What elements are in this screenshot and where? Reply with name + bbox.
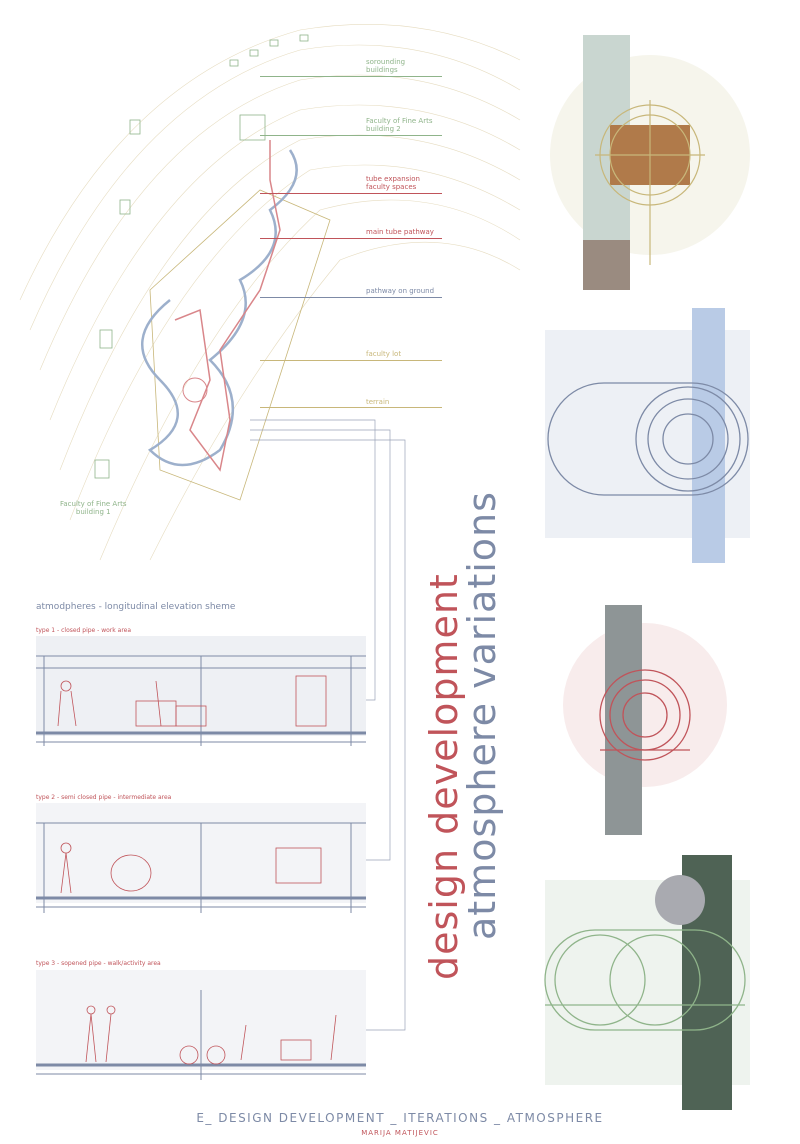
legend-pathway-ground: pathway on ground: [366, 287, 435, 295]
title-atmosphere-variations: atmosphere variations: [460, 491, 504, 940]
legend-faculty-lot: faculty lot: [366, 350, 402, 358]
building-1-label: Faculty of Fine Arts building 1: [60, 500, 127, 516]
elevation-type-3: [36, 970, 366, 1082]
legend-tube-expansion: tube expansion faculty spaces: [366, 175, 420, 191]
type-3-label: type 3 - sopened pipe - walk/activity area: [36, 960, 161, 967]
type-1-label: type 1 - closed pipe - work area: [36, 627, 132, 634]
legend-terrain: terrain: [366, 398, 390, 406]
footer-title: E_ DESIGN DEVELOPMENT _ ITERATIONS _ ATMOSPHERE: [196, 1111, 604, 1125]
footer-author: MARIJA MATIJEVIC: [361, 1129, 439, 1137]
legend-faculty-building-2: Faculty of Fine Arts building 2: [366, 117, 433, 133]
type-2-label: type 2 - semi closed pipe - intermediate area: [36, 794, 172, 801]
atmosphere-panel-2: [540, 308, 760, 563]
legend-main-tube: main tube pathway: [366, 228, 434, 236]
elevation-type-2: [36, 803, 366, 915]
atmosphere-panel-4: [540, 855, 760, 1110]
atmosphere-panel-3: [540, 600, 760, 835]
elevations-title: atmodpheres - longitudinal elevation sheme: [36, 602, 236, 612]
atmosphere-panel-1: [540, 30, 760, 295]
title-design-development: design development: [422, 573, 466, 980]
legend-surrounding-buildings: sorounding buildings: [366, 58, 406, 74]
elevation-type-1: [36, 636, 366, 746]
